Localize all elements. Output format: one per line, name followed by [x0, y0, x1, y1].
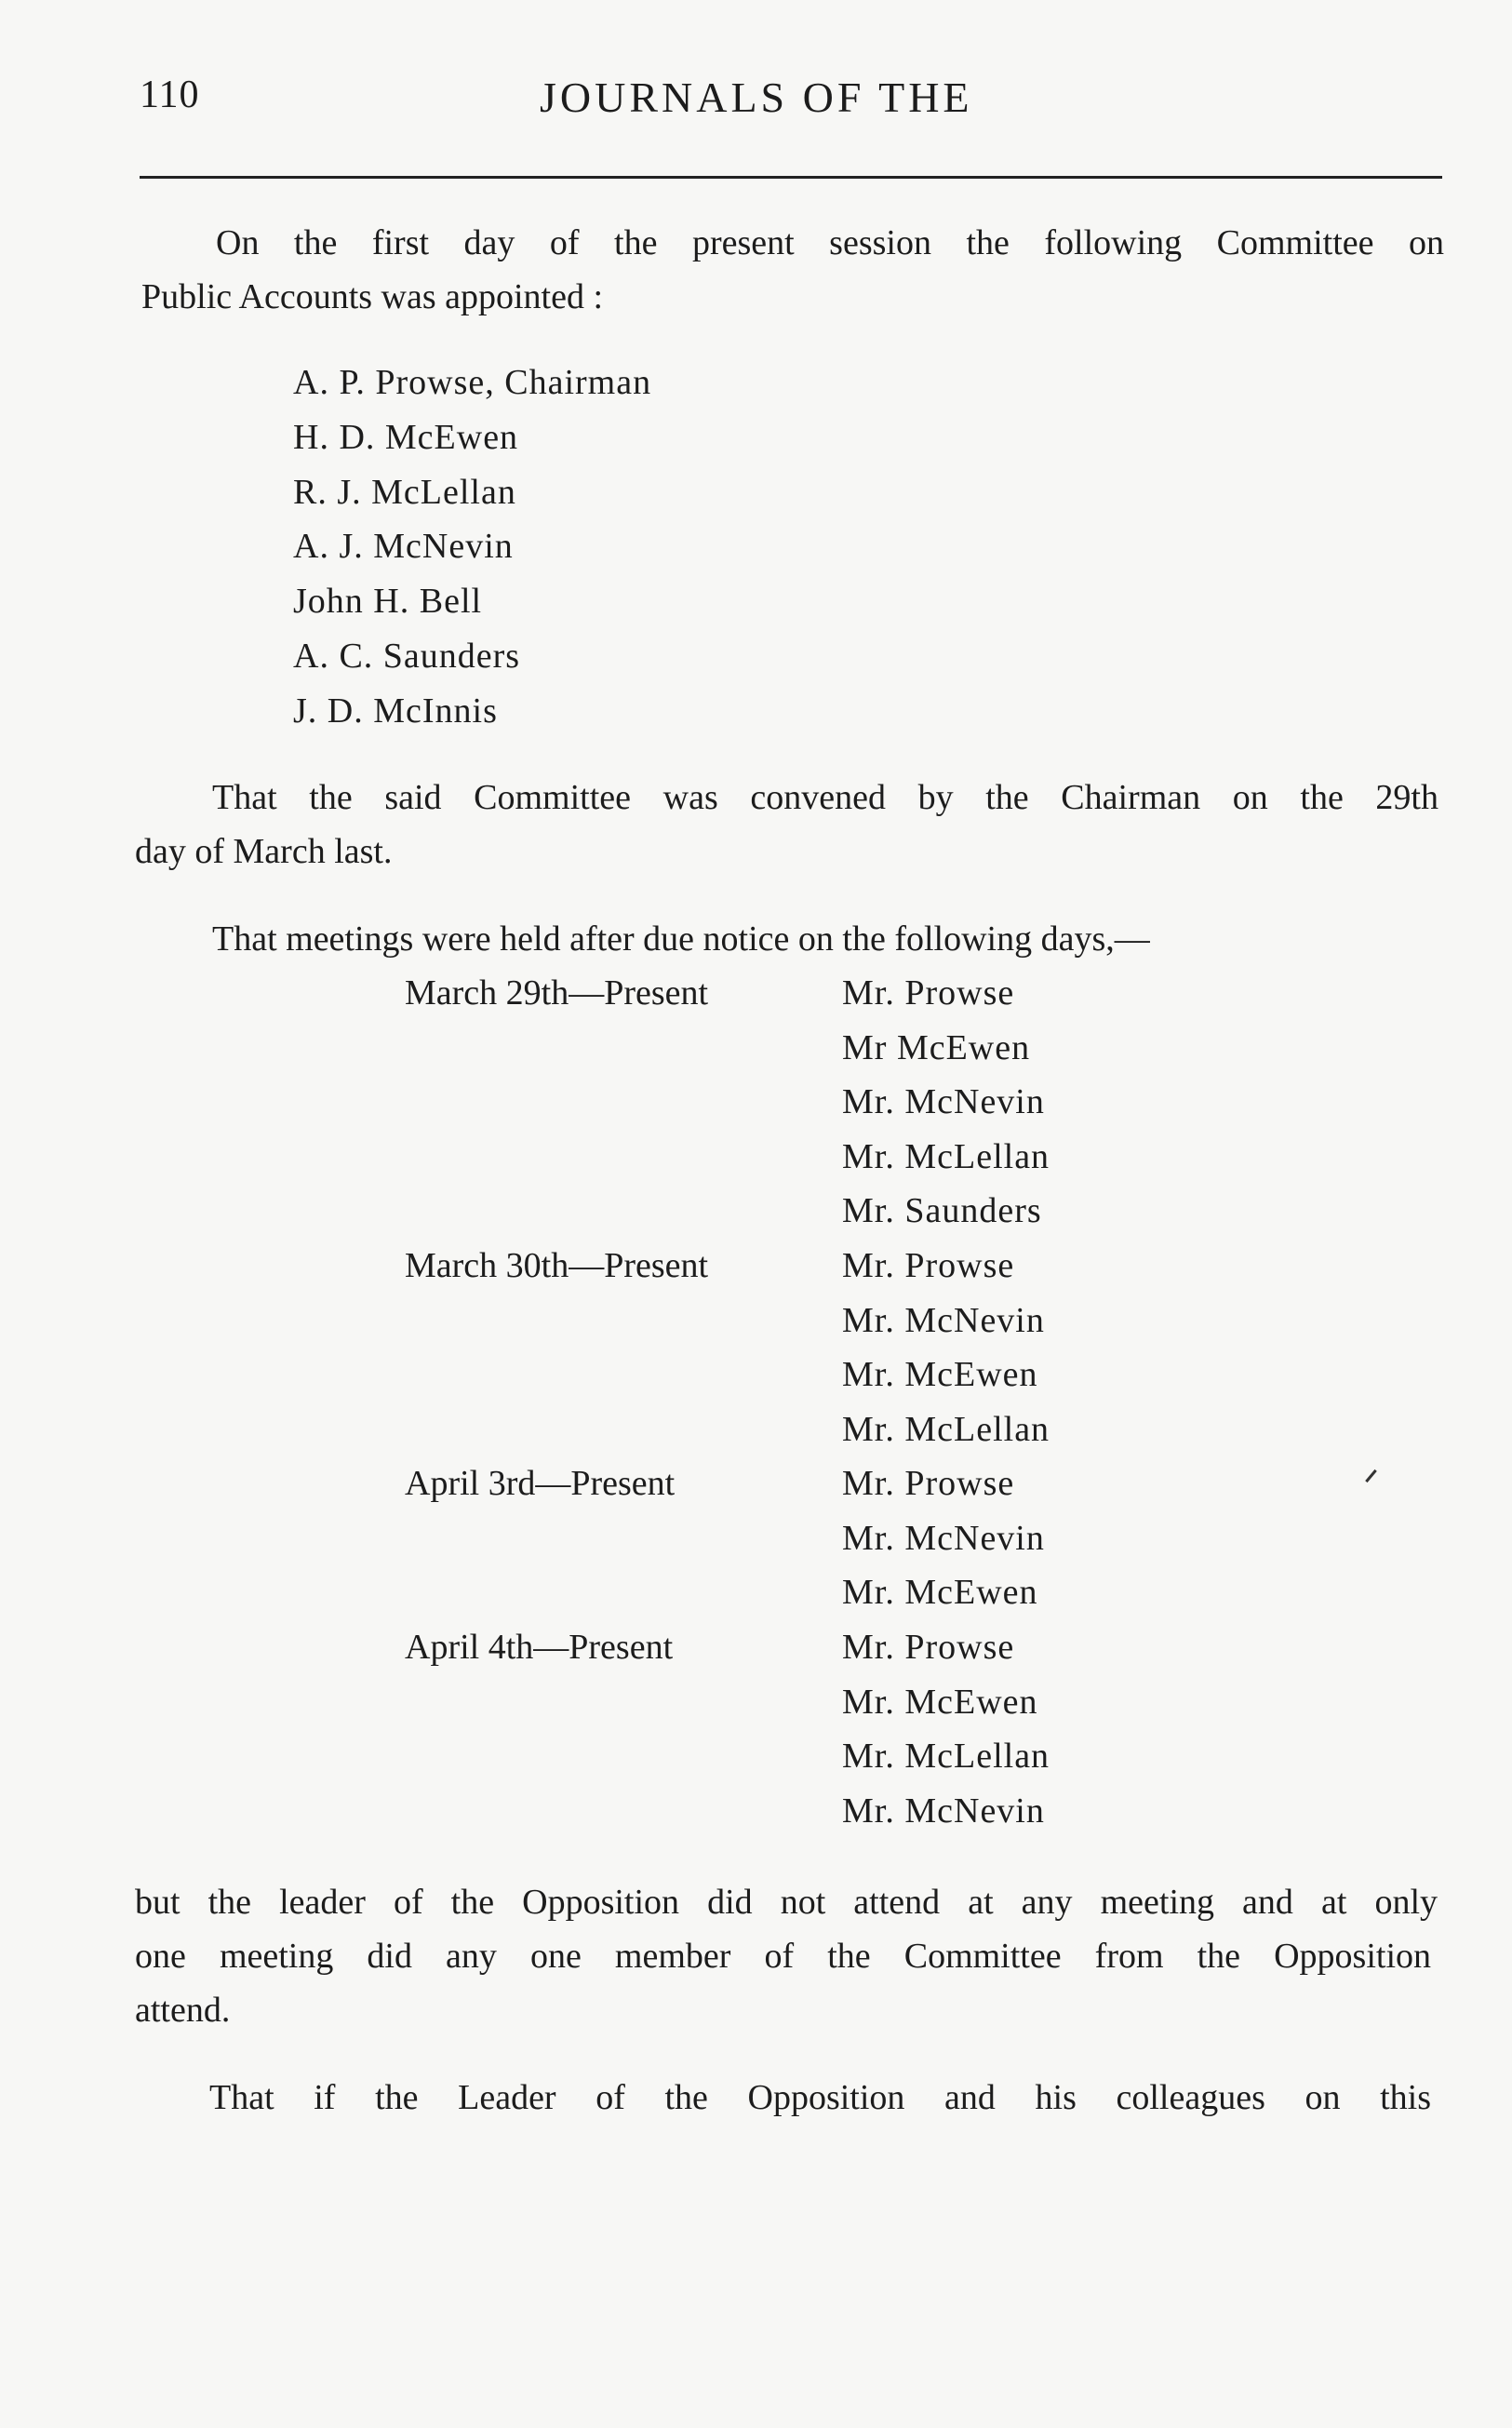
- committee-member: R. J. McLellan: [293, 473, 516, 512]
- running-head: JOURNALS OF THE: [540, 74, 973, 121]
- attendee: Mr. McLellan: [842, 1137, 1050, 1176]
- attendee: Mr. Prowse: [842, 1246, 1015, 1285]
- attendee: Mr. Saunders: [842, 1191, 1042, 1230]
- committee-member: John H. Bell: [293, 582, 483, 621]
- meeting-date: March 29th—Present: [405, 973, 709, 1013]
- header-rule: [140, 176, 1442, 179]
- opposition-line-2: one meeting did any one member of the Committee from the Opposition: [135, 1937, 1431, 1976]
- opposition-line-1: but the leader of the Opposition did not attend at any meeting and at only: [135, 1883, 1438, 1922]
- meeting-date: March 30th—Present: [405, 1246, 709, 1285]
- committee-member: A. C. Saunders: [293, 637, 521, 676]
- convened-line-1: That the said Committee was convened by the Chairman on the 29th: [212, 778, 1438, 817]
- attendee: Mr. McNevin: [842, 1301, 1045, 1340]
- committee-member: A. P. Prowse, Chairman: [293, 363, 652, 402]
- attendee: Mr. McEwen: [842, 1355, 1038, 1394]
- attendee: Mr. McLellan: [842, 1737, 1050, 1776]
- page-number: 110: [140, 74, 200, 116]
- opposition-line-3: attend.: [135, 1991, 231, 2030]
- meeting-date: April 3rd—Present: [405, 1464, 676, 1503]
- attendee: Mr. Prowse: [842, 1464, 1015, 1503]
- committee-member: J. D. McInnis: [293, 691, 498, 731]
- attendee: Mr. McEwen: [842, 1573, 1038, 1612]
- attendee: Mr. McEwen: [842, 1683, 1038, 1722]
- convened-line-2: day of March last.: [135, 832, 393, 871]
- committee-member: H. D. McEwen: [293, 418, 519, 457]
- intro-line-2: Public Accounts was appointed :: [141, 277, 604, 316]
- meeting-date: April 4th—Present: [405, 1628, 674, 1667]
- attendee: Mr. McNevin: [842, 1791, 1045, 1831]
- final-line-1: That if the Leader of the Opposition and his colleagues on this: [209, 2078, 1431, 2117]
- intro-line-1: On the first day of the present session the following Committee on: [216, 223, 1444, 262]
- pencil-mark: [1365, 1469, 1377, 1482]
- attendee: Mr. McNevin: [842, 1082, 1045, 1121]
- attendee: Mr. McLellan: [842, 1410, 1050, 1449]
- attendee: Mr. McNevin: [842, 1519, 1045, 1558]
- attendee: Mr McEwen: [842, 1028, 1031, 1067]
- committee-member: A. J. McNevin: [293, 527, 514, 566]
- meetings-intro: That meetings were held after due notice on the following days,—: [212, 919, 1150, 959]
- attendee: Mr. Prowse: [842, 1628, 1015, 1667]
- attendee: Mr. Prowse: [842, 973, 1015, 1013]
